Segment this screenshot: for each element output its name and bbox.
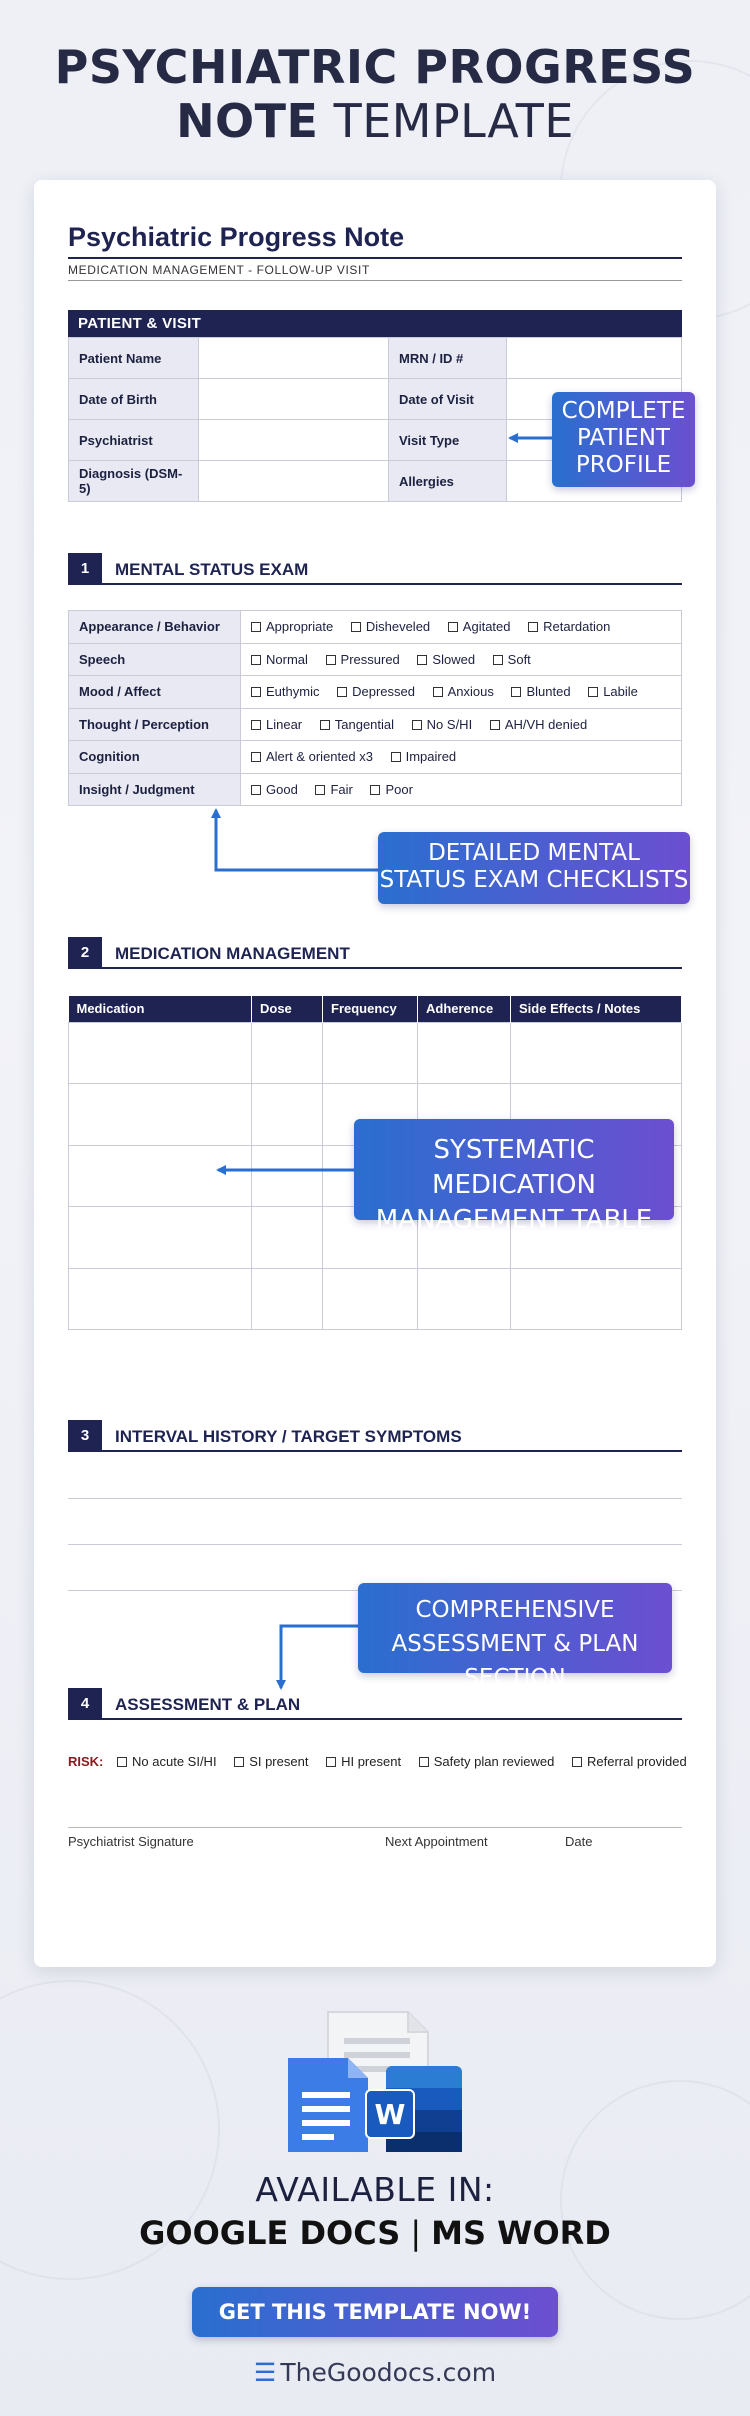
mse-label: Thought / Perception <box>69 708 241 741</box>
field-label: Visit Type <box>389 420 507 461</box>
option-label: Impaired <box>405 749 457 765</box>
column-header: Medication <box>69 996 252 1022</box>
arrow-mse <box>216 810 380 870</box>
google-docs-icon <box>288 2058 368 2152</box>
callout-line: PROFILE <box>575 452 672 478</box>
option-label: Appropriate <box>266 619 334 635</box>
field-label: Diagnosis (DSM-5) <box>69 461 199 502</box>
risk-label: RISK: <box>68 1754 104 1769</box>
option-label: Euthymic <box>266 684 320 700</box>
column-header: Side Effects / Notes <box>511 996 682 1022</box>
mse-label: Cognition <box>69 741 241 774</box>
callout-line: STATUS EXAM CHECKLISTS <box>379 867 689 893</box>
callout-line: SYSTEMATIC MEDICATION <box>432 1135 596 1200</box>
option-label: Agitated <box>462 619 511 635</box>
section-title: MEDICATION MANAGEMENT <box>115 944 350 963</box>
option-label: AH/VH denied <box>504 716 588 732</box>
app-ms-word: MS WORD <box>431 2214 611 2252</box>
mse-label: Speech <box>69 643 241 676</box>
section-title: MENTAL STATUS EXAM <box>115 560 309 579</box>
doc-subtitle: MEDICATION MANAGEMENT - FOLLOW-UP VISIT <box>68 263 370 277</box>
brand-name: TheGoodocs.com <box>280 2358 497 2387</box>
field-label: Allergies <box>389 461 507 502</box>
next-appointment-label: Next Appointment <box>385 1834 488 1849</box>
date-label: Date <box>565 1834 593 1849</box>
callout-plan <box>358 1583 672 1691</box>
brand-logo[interactable] <box>0 2358 750 2387</box>
option-label: Fair <box>330 781 353 797</box>
option-label: SI present <box>249 1754 309 1769</box>
callout-line: ASSESSMENT & PLAN SECTION <box>391 1631 639 1691</box>
get-template-button[interactable]: GET THIS TEMPLATE NOW! <box>192 2287 558 2337</box>
patient-visit-header: PATIENT & VISIT <box>68 310 682 337</box>
app-icons <box>286 2008 466 2158</box>
option-label: Alert & oriented x3 <box>266 749 373 765</box>
option-label: No acute SI/HI <box>132 1754 217 1769</box>
field-label: Date of Birth <box>69 379 199 420</box>
signature-label: Psychiatrist Signature <box>68 1834 194 1849</box>
svg-text:W: W <box>374 2098 406 2131</box>
option-label: HI present <box>341 1754 402 1769</box>
callout-line: COMPREHENSIVE <box>415 1597 615 1623</box>
option-label: Linear <box>266 716 303 732</box>
headline-bold: NOTE <box>176 94 319 148</box>
callout-line: DETAILED MENTAL <box>428 840 640 866</box>
column-header: Dose <box>252 996 323 1022</box>
option-label: Referral provided <box>587 1754 687 1769</box>
field-label: Psychiatrist <box>69 420 199 461</box>
option-label: Good <box>266 781 298 797</box>
section-number: 2 <box>68 937 102 969</box>
section-number: 3 <box>68 1420 102 1452</box>
callout-line: COMPLETE <box>561 398 686 424</box>
section-title: ASSESSMENT & PLAN <box>115 1695 301 1714</box>
option-label: No S/HI <box>426 716 473 732</box>
headline-light: TEMPLATE <box>333 94 574 148</box>
headline-line1: PSYCHIATRIC PROGRESS <box>54 40 696 94</box>
option-label: Labile <box>603 684 638 700</box>
mse-label: Mood / Affect <box>69 676 241 709</box>
option-label: Slowed <box>432 651 476 667</box>
field-label: Date of Visit <box>389 379 507 420</box>
field-label: Patient Name <box>69 338 199 379</box>
app-google-docs: GOOGLE DOCS <box>139 2214 401 2252</box>
callout-mse <box>378 832 690 904</box>
callout-profile <box>552 392 695 487</box>
section-number: 1 <box>68 553 102 585</box>
option-label: Tangential <box>334 716 395 732</box>
apps-line <box>0 2214 750 2252</box>
callout-line: MANAGEMENT TABLE <box>375 1205 653 1235</box>
mse-label: Insight / Judgment <box>69 773 241 806</box>
option-label: Retardation <box>543 619 611 635</box>
option-label: Disheveled <box>365 619 431 635</box>
apps-separator: | <box>410 2214 422 2252</box>
option-label: Depressed <box>352 684 415 700</box>
brand-mark-icon: ☰ <box>253 2358 277 2387</box>
field-label: MRN / ID # <box>389 338 507 379</box>
option-label: Poor <box>385 781 413 797</box>
option-label: Pressured <box>340 651 400 667</box>
option-label: Normal <box>266 651 308 667</box>
arrow-plan <box>281 1626 360 1688</box>
column-header: Adherence <box>418 996 511 1022</box>
mse-label: Appearance / Behavior <box>69 611 241 644</box>
column-header: Frequency <box>323 996 418 1022</box>
option-label: Anxious <box>447 684 494 700</box>
section-number: 4 <box>68 1688 102 1720</box>
section-title: INTERVAL HISTORY / TARGET SYMPTOMS <box>115 1427 462 1446</box>
available-in-label: AVAILABLE IN: <box>255 2170 495 2209</box>
callout-line: PATIENT <box>577 425 670 451</box>
callout-meds <box>354 1119 674 1235</box>
option-label: Safety plan reviewed <box>433 1754 555 1769</box>
option-label: Soft <box>507 651 531 667</box>
doc-title: Psychiatric Progress Note <box>68 222 405 252</box>
option-label: Blunted <box>526 684 571 700</box>
